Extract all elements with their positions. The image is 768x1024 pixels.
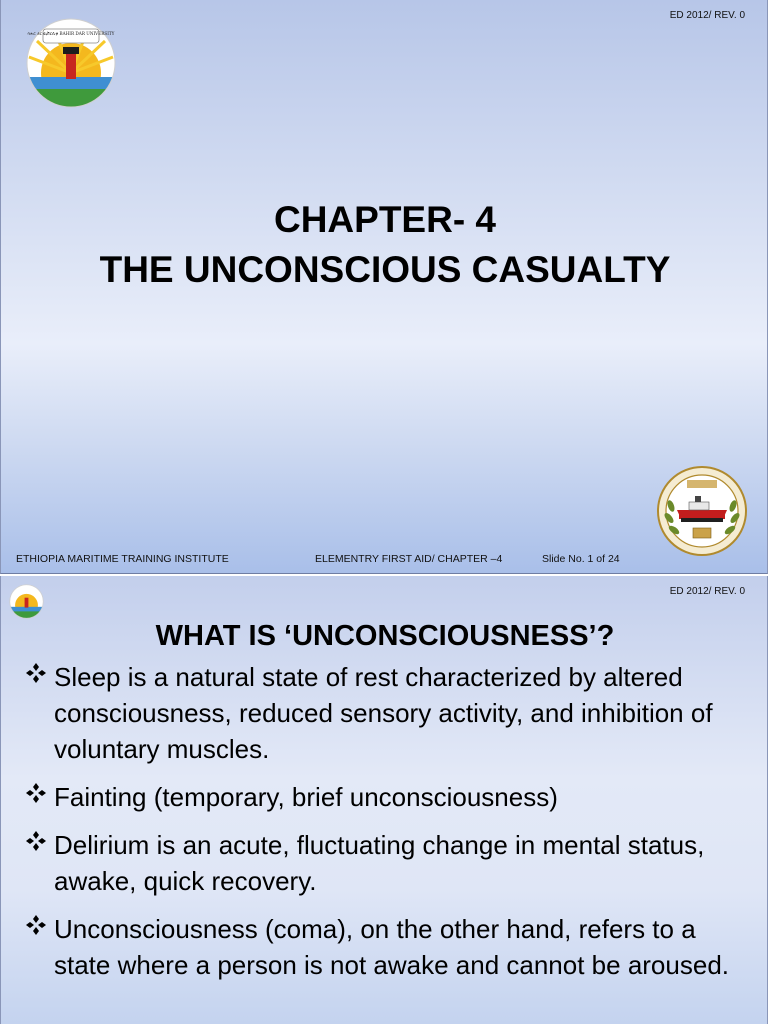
diamond-bullet-icon bbox=[25, 662, 47, 684]
revision-label: ED 2012/ REV. 0 bbox=[669, 586, 745, 597]
bullet-text: Unconsciousness (coma), on the other hand, refers to a state where a person is not awake and cannot be aroused. bbox=[54, 914, 729, 980]
svg-text:ባሕር ዳር ዩኒቨርሲቲ BAHIR DAR UNIVER: ባሕር ዳር ዩኒቨርሲቲ BAHIR DAR UNIVERSITY bbox=[27, 31, 115, 36]
diamond-bullet-icon bbox=[25, 782, 47, 804]
university-logo-small bbox=[9, 584, 44, 619]
bullet-text: Fainting (temporary, brief unconsciousness) bbox=[54, 782, 558, 812]
revision-label: ED 2012/ REV. 0 bbox=[669, 10, 745, 21]
bullet-item bbox=[23, 827, 753, 899]
title-block bbox=[1, 195, 768, 295]
bullet-text: Sleep is a natural state of rest characterized by altered consciousness, reduced sensory activity, and inhibition of voluntary muscles. bbox=[54, 662, 713, 764]
diamond-bullet-icon bbox=[25, 830, 47, 852]
chapter-title: CHAPTER- 4 bbox=[273, 199, 497, 240]
footer-institute: ETHIOPIA MARITIME TRAINING INSTITUTE bbox=[16, 553, 229, 565]
diamond-bullet-icon bbox=[25, 914, 47, 936]
bullet-item bbox=[23, 911, 753, 983]
bullet-item bbox=[23, 779, 753, 815]
bullet-item bbox=[23, 659, 753, 767]
footer-slide-number: Slide No. 1 of 24 bbox=[542, 553, 620, 565]
university-logo bbox=[25, 17, 117, 109]
bullet-list bbox=[23, 659, 753, 995]
footer-course: ELEMENTRY FIRST AID/ CHAPTER –4 bbox=[315, 553, 503, 565]
chapter-subtitle: THE UNCONSCIOUS CASUALTY bbox=[99, 249, 671, 290]
slide-heading: WHAT IS ‘UNCONSCIOUSNESS’? bbox=[155, 620, 615, 652]
maritime-seal-logo bbox=[657, 466, 747, 556]
bullet-text: Delirium is an acute, fluctuating change in mental status, awake, quick recovery. bbox=[54, 830, 705, 896]
content-slide bbox=[0, 576, 768, 1024]
